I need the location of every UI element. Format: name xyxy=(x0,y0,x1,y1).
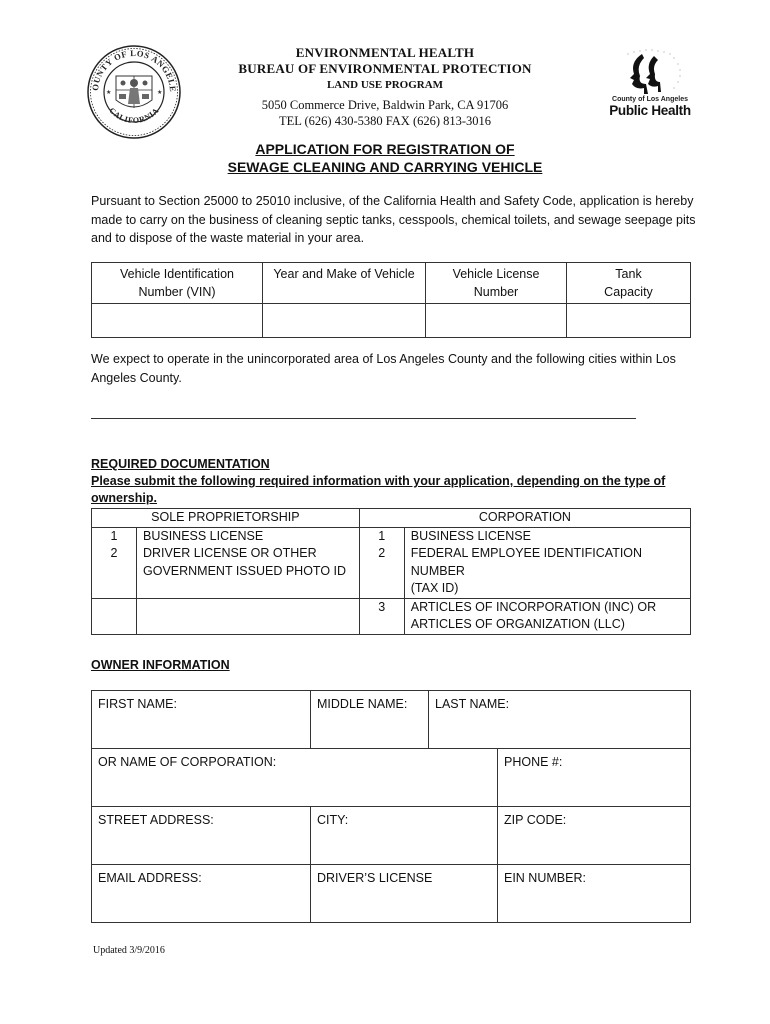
year-make-header: Year and Make of Vehicle xyxy=(263,263,426,304)
corp-item-3: ARTICLES OF INCORPORATION (INC) OR ARTICLES OF ORGANIZATION (LLC) xyxy=(404,598,690,634)
corp-item-number: 1 2 xyxy=(359,527,404,598)
first-name-field[interactable]: FIRST NAME: xyxy=(92,691,311,749)
tank-capacity-header: Tank Capacity xyxy=(567,263,691,304)
county-seal-icon xyxy=(86,44,182,140)
intro-paragraph: Pursuant to Section 25000 to 25010 inclusive, of the California Health and Safety Code, application is hereby made to carry on the business of cleaning septic tanks, cesspools, chemical toilets, and sewage seepage pits and to dispose of the waste material in your area. xyxy=(91,194,696,245)
required-documentation-heading: REQUIRED DOCUMENTATION xyxy=(91,457,270,471)
letterhead xyxy=(200,45,570,129)
phone-field[interactable]: PHONE #: xyxy=(498,749,691,807)
sole-proprietorship-header: SOLE PROPRIETORSHIP xyxy=(92,509,360,528)
vehicle-table xyxy=(91,262,691,338)
owner-information-table xyxy=(91,690,691,923)
license-number-header: Vehicle License Number xyxy=(426,263,567,304)
svg-text:★: ★ xyxy=(157,90,163,96)
corp-item-list: BUSINESS LICENSE FEDERAL EMPLOYEE IDENTIFICATION NUMBER (TAX ID) xyxy=(404,527,690,598)
letterhead-line3: LAND USE PROGRAM xyxy=(326,79,444,91)
logo-county-text: County of Los Angeles xyxy=(612,96,688,103)
zip-code-field[interactable]: ZIP CODE: xyxy=(498,807,691,865)
letterhead-phone-fax: TEL (626) 430-5380 FAX (626) 813-3016 xyxy=(278,114,492,128)
operate-paragraph: We expect to operate in the unincorporated area of Los Angeles County and the following cities within Los Angeles County. xyxy=(91,352,676,385)
letterhead-line1: ENVIRONMENTAL HEALTH xyxy=(295,45,475,60)
required-documents-table xyxy=(91,508,691,635)
ein-number-field[interactable]: EIN NUMBER: xyxy=(498,865,691,923)
updated-date: Updated 3/9/2016 xyxy=(93,945,165,956)
year-make-field[interactable] xyxy=(263,304,426,338)
last-name-field[interactable]: LAST NAME: xyxy=(429,691,691,749)
license-number-field[interactable] xyxy=(426,304,567,338)
sole-item-list: BUSINESS LICENSE DRIVER LICENSE OR OTHER GOVERNMENT ISSUED PHOTO ID xyxy=(137,527,360,598)
svg-text:★: ★ xyxy=(106,90,112,96)
required-instruction: Please submit the following required information with your application, depending on the type of ownership. xyxy=(91,474,666,505)
form-title-line2: SEWAGE CLEANING AND CARRYING VEHICLE xyxy=(227,159,543,175)
vin-header: Vehicle Identification Number (VIN) xyxy=(92,263,263,304)
corporation-name-field[interactable]: OR NAME OF CORPORATION: xyxy=(92,749,498,807)
form-title xyxy=(90,140,680,176)
owner-information-heading: OWNER INFORMATION xyxy=(91,658,230,672)
cities-line-field[interactable] xyxy=(91,418,636,419)
sole-item-number: 1 2 xyxy=(92,527,137,598)
city-field[interactable]: CITY: xyxy=(311,807,498,865)
email-address-field[interactable]: EMAIL ADDRESS: xyxy=(92,865,311,923)
drivers-license-field[interactable]: DRIVER’S LICENSE xyxy=(311,865,498,923)
tank-capacity-field[interactable] xyxy=(567,304,691,338)
letterhead-address: 5050 Commerce Drive, Baldwin Park, CA 91706 xyxy=(261,98,509,112)
vin-field[interactable] xyxy=(92,304,263,338)
corporation-header: CORPORATION xyxy=(359,509,690,528)
street-address-field[interactable]: STREET ADDRESS: xyxy=(92,807,311,865)
middle-name-field[interactable]: MIDDLE NAME: xyxy=(311,691,429,749)
seal-top-text: OUNTY OF LOS ANGELE xyxy=(89,47,179,93)
svg-text:CALIFORNIA xyxy=(107,106,160,125)
seal-bottom-text: CALIFORNIA xyxy=(107,105,161,126)
form-title-line1: APPLICATION FOR REGISTRATION OF xyxy=(255,141,515,157)
letterhead-line2: BUREAU OF ENVIRONMENTAL PROTECTION xyxy=(238,61,532,76)
logo-public-health-text: Public Health xyxy=(609,103,691,118)
corp-item-number: 3 xyxy=(359,598,404,634)
